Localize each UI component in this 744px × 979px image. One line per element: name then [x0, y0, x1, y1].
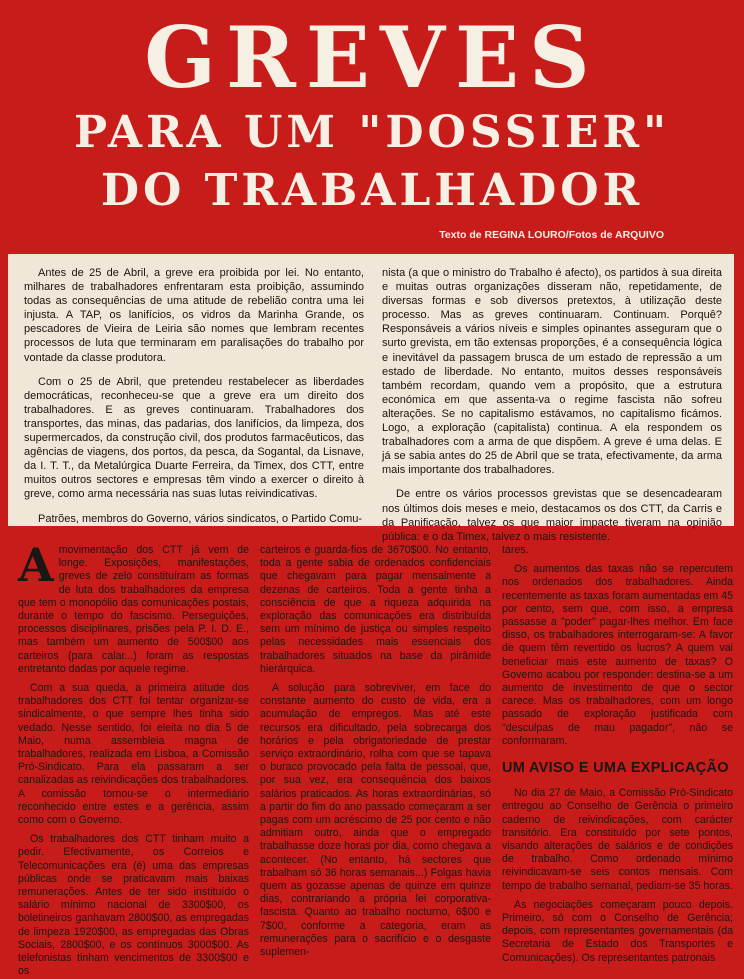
intro-box: [8, 254, 734, 543]
body-column-2: [260, 544, 491, 973]
intro-paragraph: Com o 25 de Abril, que pretendeu restabelecer as liberdades democráticas, reconheceu-se que a greve era um direito dos trabalhadores. E as greves continuaram. Trabalhadores dos transportes, das minas, das padarias, dos lanifícios, da limpeza, dos supermercados, da construção civil, dos produtos farmacêuticos, das agências de viagens, dos portos, da pesca, da Sogantal, da Lisnave, da I. T. T., da Metalúrgica Duarte Ferreira, da Timex, dos CTT, entre muitos outros sectores e empresas têm vindo a exercer o direito à greve, como arma necessária nas suas lutas reivindicativas.: [24, 375, 364, 501]
intro-paragraph: De entre os vários processos grevistas que se desencadearam nos últimos dois meses e meio, destacamos os dos CTT, da Carris e da Panificação, talvez os que maior impacte tiveram na opinião pública: e o da Timex, talvez o mais resistente.: [382, 488, 722, 543]
body-paragraph: Os aumentos das taxas não se repercutem nos ordenados dos trabalhadores. Ainda recentemente as taxas foram aumentadas em 45 por cento, sem que, com isso, a empresa passasse a "poder" pagar-lhes melhor. Em face disso, os trabalhadores interrogaram-se: A favor de quem têm revertido os lucros? A quem vai beneficiar mais este aumento de taxas? O Governo acabou por responder: destina-se a um aumento de investimento de que o sector carece. Mas os trabalhadores, com um longo passado de exploração justificada com "desculpas de mau pagador", não se conformaram.: [502, 563, 733, 747]
body-paragraph: A solução para sobreviver, em face do constante aumento do custo de vida, era a acumulação de empregos. Mas até este recursos era dificultado, pela sobrecarga dos horários e pela obrigatoriedade de prestar serviço extraordinário, rolha com que se tapava o buraco provocado pela falta de pessoal, que, por sua vez, era consequência dos baixos salários praticados. As horas extraordinárias, só a partir do fim do ano passado começaram a ser pagas com um acréscimo de 25 por cento e não admitiam outro, ainda que o empregado trabalhasse doze horas por dia, como chegava a acontecer. (No entanto, há sectores que trabalham só 36 horas semanais...) Folgas havia quem as gozasse apenas de quinze em quinze dias, contrariando a própria lei corporativa-fascista. Quanto ao trabalho nocturno, 6$00 e 7$00, conforme a categoria, eram as remunerações para o sacrifício e o desgaste suplemen-: [260, 682, 491, 959]
title-main: GREVES: [144, 8, 600, 107]
intro-paragraph: nista (a que o ministro do Trabalho é afecto), os partidos à sua direita e muitas outras organizações disseram não, repetidamente, de diversas formas e sob diversos pretextos, à utilização deste processo. Mas as greves continuaram. Continuam. Porquê? Responsáveis a vários níveis e simples opinantes asseguram que o surto grevista, em tão extensas proporções, é a consequência lógica e inevitável da passagem brusca de um estado de repressão a um estado de liberdade. No entanto, muitos desses responsáveis também recordam, quando vem a propósito, que a estrutura económica em que assenta-va o regime fascista não sofreu alterações. Se no capitalismo estávamos, no capitalismo ficámos. Logo, a exploração (capitalista) continua. A ela respondem os trabalhadores com a arma de que dispõem. A greve é uma delas. E já se sabia antes do 25 de Abril que se trata, efectivamente, da arma mais importante dos trabalhadores.: [382, 267, 722, 477]
body-paragraph: tares.: [502, 544, 529, 556]
body-paragraph: As negociações começaram pouco depois. Primeiro, só com o Conselho de Gerência; depois, com representantes governamentais (da Secretaria de Estado dos Transportes e Comunicações). Os representantes patronais: [502, 898, 733, 964]
body-paragraph-text: movimentação dos CTT já vem de longe. Exposições, manifestações, greves de zelo constituíram as formas de luta dos trabalhadores da empresa que tem o monopólio das comunicações postais, durante o tempo do fascismo. Perseguições, processos disciplinares, prisões pela P. I. D. E., mas também um aumento de 500$00 aos carteiros (para calar...) foram as respostas entretanto dadas por aquele regime.: [18, 544, 249, 675]
title-sub-1: PARA UM "DOSSIER": [73, 107, 671, 158]
intro-paragraph: Patrões, membros do Governo, vários sindicatos, o Partido Comu-: [38, 512, 363, 525]
body-column-3: [502, 544, 733, 973]
body-paragraph: [18, 538, 249, 676]
body-paragraph: No dia 27 de Maio, a Comissão Pró-Sindicato entregou ao Conselho de Gerência o primeiro caderno de reivindicações, com carácter transitório. Era constituído por sete pontos, visando alterações de salários e de condições de trabalho. Como ordenado mínimo reivindicavam-se seis contos mensais. Com tempo de trabalho semanal, pediam-se 35 horas.: [502, 787, 733, 892]
intro-column-left: [24, 266, 364, 526]
drop-cap: A: [18, 538, 54, 592]
body-column-1: [18, 538, 249, 978]
body-paragraph: Com a sua queda, a primeira atitude dos trabalhadores dos CTT foi tentar organizar-se sindicalmente, o que sempre lhes tinha sido vedado. Nesse sentido, foi eleita no dia 5 de Maio, numa assembleia magna de trabalhadores, realizada em Lisboa, a Comissão Pró-Sindicato. Para ela passaram a ser canalizadas as reivindicações dos trabalhadores. A comissão tornou-se o intermediário reconhecido entre estes e a gerência, assim como com o Governo.: [18, 682, 249, 827]
article-body: [18, 538, 734, 978]
body-paragraph: carteiros e guarda-fios de 3670$00. No entanto, toda a gente sabia de ordenados confidenciais que chegavam para pagar mensalmente a dezenas de carteiros. Toda a gente tinha a consciência de que a riqueza adquirida na exploração das comunicações era distribuída sem um mínimo de justiça ou simples respeito pelas necessidades mais essenciais dos trabalhadores situados na base da pirâmide hierárquica.: [260, 544, 491, 675]
intro-paragraph: Antes de 25 de Abril, a greve era proibida por lei. No entanto, milhares de trabalhadores enfrentaram esta proibição, assumindo todas as consequências de uma atitude de rebelião contra uma lei injusta. A TAP, os lanifícios, os vidros da Marinha Grande, os pescadores de Vieira de Leiria são nomes que lembram recentes processos de luta que terminaram em paralisações do trabalho por vontade da classe produtora.: [24, 267, 364, 364]
author-credit: Texto de REGINA LOURO/Fotos de ARQUIVO: [439, 229, 664, 241]
intro-column-right: [382, 266, 722, 543]
section-heading: UM AVISO E UMA EXPLICAÇÃO: [502, 760, 729, 777]
body-paragraph: Os trabalhadores dos CTT tinham muito a pedir. Efectivamente, os Correios e Telecomunicações era (é) uma das empresas públicas onde se praticavam mais baixas remunerações. Antes de ter sido instituído o salário mínimo nacional de 3300$00, os boletineiros ganhavam 2800$00, as empregadas de limpeza 1920$00, as empregadas das Obras Sociais, 2800$00, e os contínuos 3000$00. As telefonistas tinham vencimentos de 3300$00 e os: [18, 833, 249, 978]
title-sub-2: DO TRABALHADOR: [100, 165, 644, 216]
